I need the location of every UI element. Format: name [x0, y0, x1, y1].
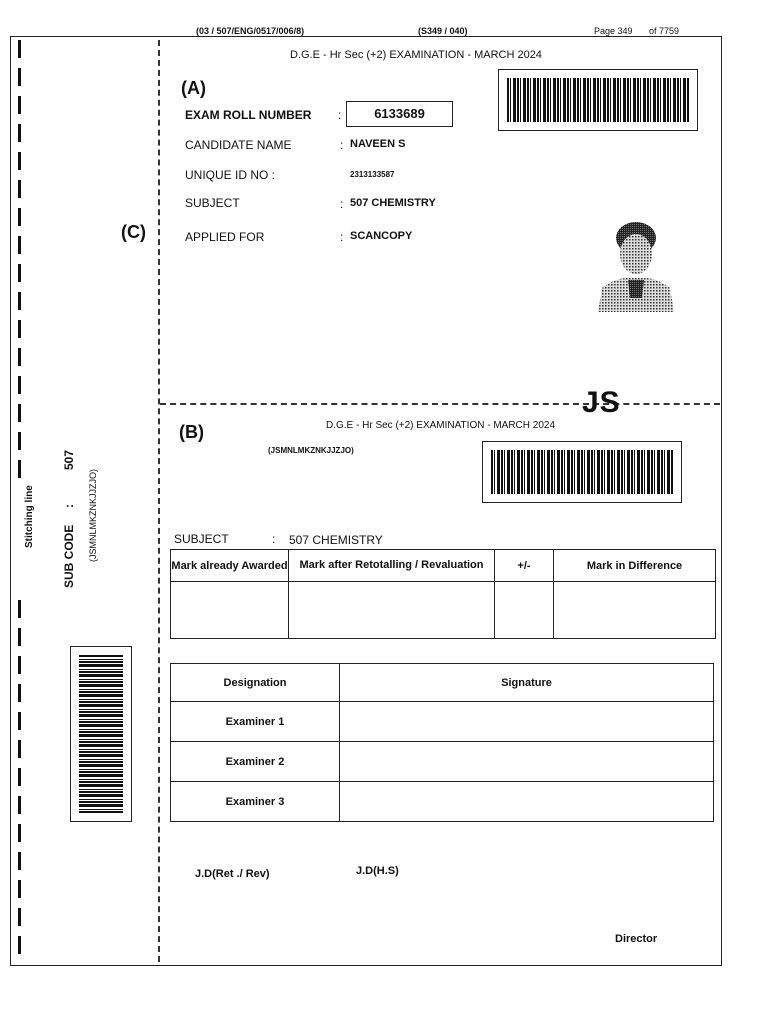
section-b-barcode — [482, 441, 682, 503]
examiner-1-signature — [340, 702, 714, 742]
sub-code-colon: : — [62, 504, 76, 508]
section-a-barcode — [498, 69, 698, 131]
jd-hs-label: J.D(H.S) — [356, 865, 399, 877]
examiner-2-signature — [340, 742, 714, 782]
section-b-letter: (B) — [179, 422, 204, 442]
section-b-subject-label: SUBJECT — [174, 532, 229, 546]
section-c-letter: (C) — [121, 222, 146, 242]
section-b-exam-title: D.G.E - Hr Sec (+2) EXAMINATION - MARCH 2024 — [326, 420, 556, 431]
examiner-row-1: Examiner 1 — [171, 702, 340, 742]
candidate-name-value: NAVEEN S — [350, 138, 406, 150]
sign-col-signature: Signature — [340, 664, 714, 702]
subject-value: 507 CHEMISTRY — [350, 197, 436, 209]
candidate-name-label: CANDIDATE NAME — [185, 138, 292, 152]
applied-for-label: APPLIED FOR — [185, 230, 265, 244]
unique-id-label: UNIQUE ID NO : — [185, 168, 276, 182]
examiner-initials: JS — [582, 386, 621, 419]
vertical-dashed-divider — [158, 40, 160, 962]
candidate-photo — [596, 218, 676, 312]
section-b-code: (JSMNLMKZNKJJZJO) — [268, 446, 354, 455]
jd-ret-rev-label: J.D(Ret ./ Rev) — [195, 868, 270, 880]
exam-roll-value: 6133689 — [346, 101, 453, 127]
examiner-row-3: Examiner 3 — [171, 782, 340, 822]
marks-cell-plus-minus — [495, 582, 554, 639]
side-code: (JSMNLMKZNKJJZJO) — [88, 469, 98, 562]
stitching-line-label: Stitching line — [24, 485, 35, 548]
examiner-row-2: Examiner 2 — [171, 742, 340, 782]
subject-colon: : — [340, 197, 344, 211]
signature-table — [170, 663, 714, 822]
marks-col-difference: Mark in Difference — [554, 550, 716, 582]
roll-colon: : — [338, 108, 342, 122]
marks-cell-difference — [554, 582, 716, 639]
marks-table — [170, 549, 716, 639]
marks-col-plus-minus: +/- — [495, 550, 554, 582]
section-b-subject-value: 507 CHEMISTRY — [289, 533, 383, 547]
section-b-subject-colon: : — [272, 532, 276, 546]
sub-code-value: 507 — [62, 449, 76, 470]
section-a-letter: (A) — [181, 78, 206, 98]
applied-colon: : — [340, 230, 344, 244]
applied-for-value: SCANCOPY — [350, 230, 413, 242]
subject-label: SUBJECT — [185, 196, 240, 210]
marks-cell-revaluation — [289, 582, 495, 639]
center-code: (S349 / 040) — [418, 26, 468, 36]
unique-id-value: 2313133587 — [350, 170, 395, 179]
marks-col-awarded: Mark already Awarded — [171, 550, 289, 582]
page-number: Page 349 — [594, 26, 633, 36]
sign-col-designation: Designation — [171, 664, 340, 702]
marks-cell-awarded — [171, 582, 289, 639]
marks-col-revaluation: Mark after Retotalling / Revaluation — [289, 550, 495, 582]
section-a-exam-title: D.G.E - Hr Sec (+2) EXAMINATION - MARCH 2024 — [290, 49, 542, 61]
side-barcode — [70, 646, 132, 822]
horizontal-dashed-divider — [160, 403, 720, 405]
page-total: of 7759 — [649, 26, 680, 36]
exam-roll-label: EXAM ROLL NUMBER — [185, 108, 312, 122]
director-label: Director — [615, 933, 658, 945]
sub-code-label: SUB CODE — [62, 524, 76, 588]
examiner-3-signature — [340, 782, 714, 822]
name-colon: : — [340, 138, 344, 152]
document-code: (03 / 507/ENG/0517/006/8) — [196, 26, 305, 36]
